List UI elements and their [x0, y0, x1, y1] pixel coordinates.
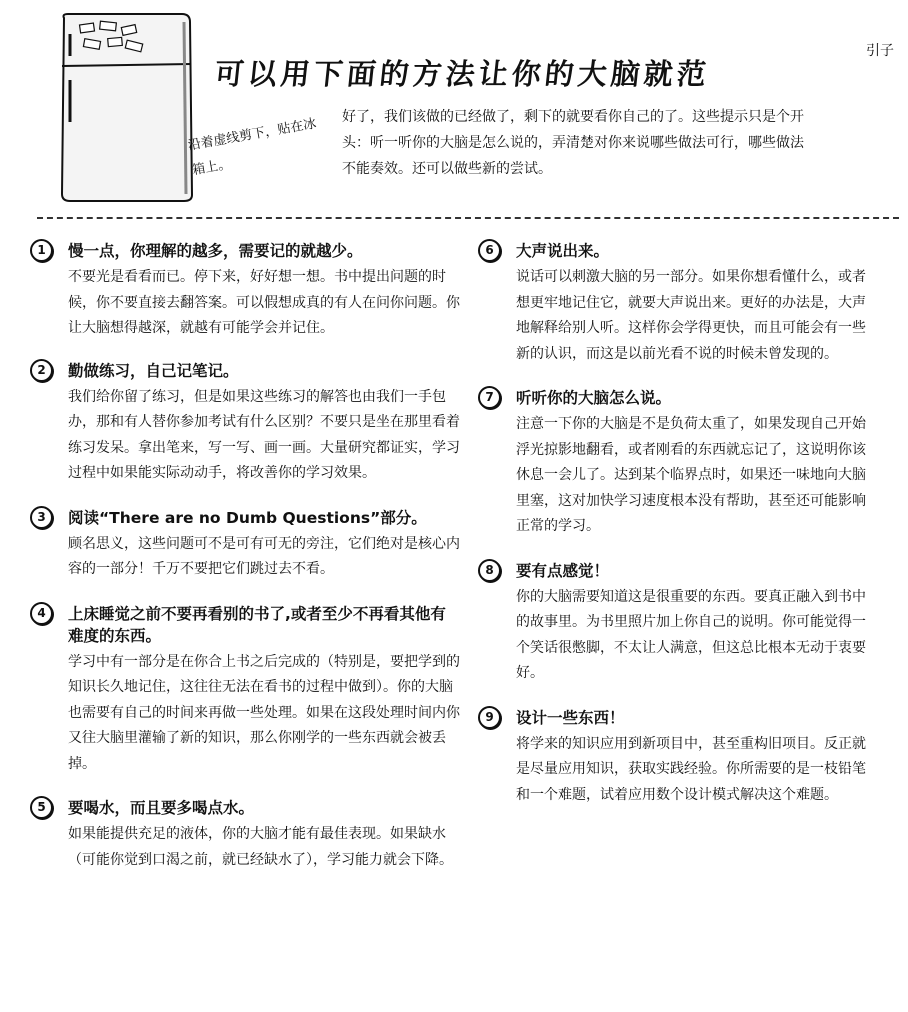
tip-body: 我们给你留了练习，但是如果这些练习的解答也由我们一手包办，那和有人替你参加考试有什么区别？不要只是坐在那里看着练习发呆。拿出笔来，写一写、画一画。大量研究都证实，学习过程中如果能实际动动手，将改善你的学习效果。 — [68, 388, 460, 481]
tip-number-badge: 7 — [478, 386, 501, 409]
tip-title: 勤做练习，自己记笔记。 — [68, 361, 239, 380]
tip-title: 慢一点，你理解的越多，需要记的就越少。 — [68, 242, 363, 260]
tip-body: 你的大脑需要知道这是很重要的东西。要真正融入到书中的故事里。为书里照片加上你自己的说明。你可能觉得一个笑话很憋脚，不太让人满意，但这总比根本无动于衷要好。 — [516, 588, 866, 681]
handwritten-note: 沿着虚线剪下，贴在冰箱上。 — [186, 116, 318, 179]
tip-number-badge: 1 — [30, 239, 53, 262]
tip-number-badge: 8 — [478, 559, 501, 582]
tip-body: 如果能提供充足的液体，你的大脑才能有最佳表现。如果缺水（可能你觉到口渴之前，就已经缺水了），学习能力就会下降。 — [68, 826, 453, 868]
tip-number-badge: 6 — [478, 239, 501, 262]
tip-title: 要有点感觉！ — [516, 561, 610, 580]
tip-item — [478, 387, 878, 540]
tip-body: 顾名思义，这些问题可不是可有可无的旁注，它们绝对是核心内容的一部分！千万不要把它们跳过去不看。 — [68, 535, 460, 577]
tip-body: 将学来的知识应用到新项目中，甚至重构旧项目。反正就是尽量应用知识，获取实践经验。你所需要的是一枝铅笔和一个难题，试着应用数个设计模式解决这个难题。 — [516, 735, 866, 803]
tips-column-left — [30, 240, 460, 873]
tip-title: 要喝水，而且要多喝点水。 — [68, 799, 255, 817]
tip-title: 上床睡觉之前不要再看别的书了,或者至少不再看其他有难度的东西。 — [68, 604, 446, 645]
tip-body: 学习中有一部分是在你合上书之后完成的（特别是，要把学到的知识长久地记住，这往往无法在看书的过程中做到）。你的大脑也需要有自己的时间来再做一些处理。如果在这段处理时间内你又往大脑里灌输了新的知识，那么你刚学的一些东西就会被丢掉。 — [68, 653, 460, 772]
tip-body: 注意一下你的大脑是不是负荷太重了，如果发现自己开始浮光掠影地翻看，或者刚看的东西就忘记了，这说明你该休息一会儿了。达到某个临界点时，如果还一味地向大脑里塞，这对加快学习速度根本没有帮助，甚至还可能影响正常的学习。 — [516, 416, 866, 534]
tip-item — [478, 560, 878, 687]
tip-number-badge: 4 — [30, 602, 53, 625]
tip-item — [30, 360, 460, 487]
tip-number-badge: 2 — [30, 359, 53, 382]
chapter-label: 引子 — [866, 43, 894, 59]
cut-line-divider — [37, 217, 899, 219]
tip-item — [30, 603, 460, 778]
tip-number-badge: 9 — [478, 706, 501, 729]
tips-column-right — [478, 240, 878, 808]
tip-body: 说话可以刺激大脑的另一部分。如果你想看懂什么，或者想更牢地记住它，就要大声说出来。更好的办法是，大声地解释给别人听。这样你会学得更快，而且可能会有一些新的认识，而这是以前光看不说的时候未曾发现的。 — [516, 269, 866, 362]
fridge-illustration — [50, 10, 200, 205]
page-title: 可以用下面的方法让你的大脑就范 — [213, 57, 712, 91]
intro-paragraph: 好了，我们该做的已经做了，剩下的就要看你自己的了。这些提示只是个开头：听一听你的大脑是怎么说的，弄清楚对你来说哪些做法可行，哪些做法不能奏效。还可以做些新的尝试。 — [342, 109, 804, 177]
tip-item — [30, 507, 460, 583]
tip-number-badge: 3 — [30, 506, 53, 529]
tip-title: 大声说出来。 — [516, 242, 610, 260]
tip-number-badge: 5 — [30, 796, 53, 819]
tip-title: 听听你的大脑怎么说。 — [516, 389, 672, 407]
tip-item — [478, 240, 878, 367]
tip-item — [478, 707, 878, 809]
tip-title: 阅读“There are no Dumb Questions”部分。 — [68, 508, 427, 527]
tip-item — [30, 797, 460, 873]
tip-body: 不要光是看看而已。停下来，好好想一想。书中提出问题的时候，你不要直接去翻答案。可以假想成真的有人在问你问题。你让大脑想得越深，就越有可能学会并记住。 — [68, 269, 460, 336]
tip-title: 设计一些东西！ — [516, 708, 625, 727]
tip-item — [30, 240, 460, 342]
